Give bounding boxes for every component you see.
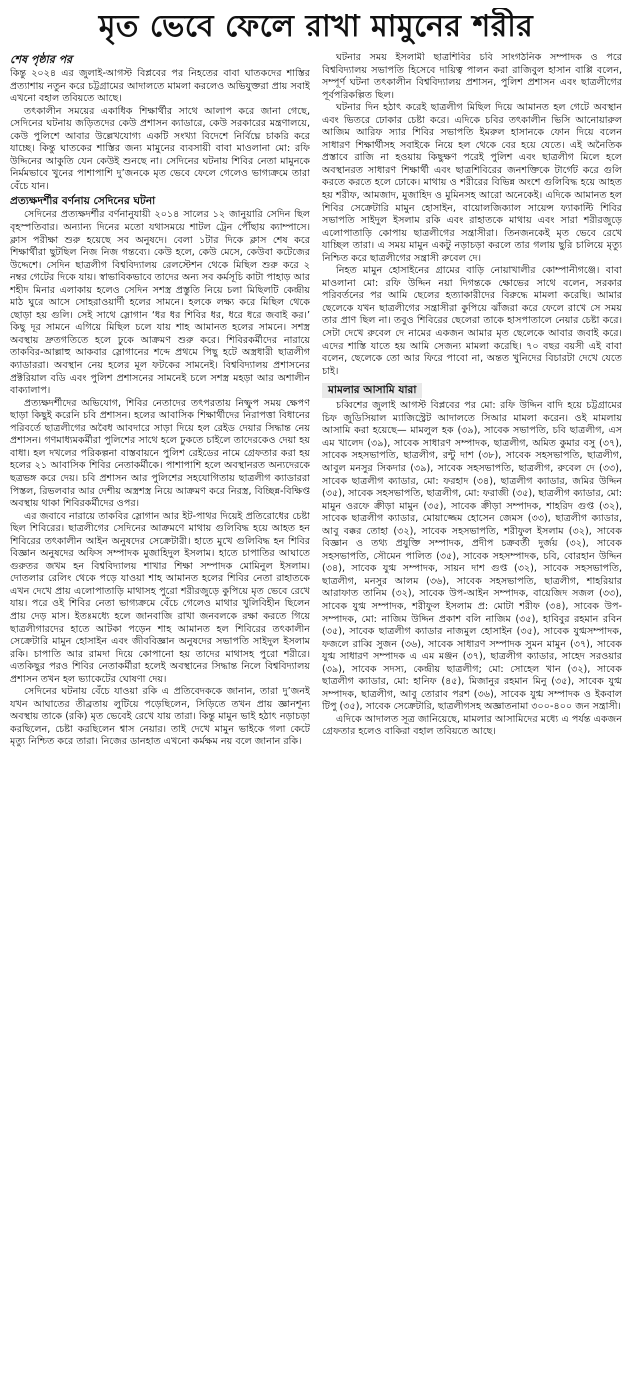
article-body bbox=[10, 52, 622, 1362]
paragraph: সেদিনের প্রত্যক্ষদর্শীর বর্ণনানুযায়ী ২০১৪ সালের ১২ জানুয়ারি সেদিন ছিল বৃহস্পতিবার। অন্যান্য দিনের মতো যথাসময়ে শাটল ট্রেন পৌঁছায় ক্যাম্পাসে। ক্লাস পরীক্ষা শুরু হয়েছে সব অনুষদে। বেলা ১টার দিকে ক্লাস শেষ করে শিক্ষার্থীরা ছুটছিল নিজ নিজ গন্তব্যে। কেউ হলে, কেউ মেসে, কেউবা কটেজের উদ্দেশে। সেদিন ছাত্রলীগ বিশ্ববিদ্যালয় রেলস্টেশন থেকে মিছিল শুরু করে ২ নম্বর গেটের দিকে যায়। স্বাভাবিকভাবে তাদের অন্য সব কর্মসূচি কাটা পাহাড় আর শহীদ মিনার এলাকায় হলেও সেদিন সশস্ত্র প্রস্তুতি নিয়ে চলা মিছিলটি কেন্দ্রীয় মাঠ ঘুরে আসে সোহরাওয়ার্দী হলের সামনে। হলকে লক্ষ্য করে মিছিল থেকে ছোড়া হয় গুলি। সেই সাথে স্লোগান ‘ধর ধর শিবির ধর, ধরে ধরে জবাই কর।’ কিছু দূর সামনে এগিয়ে মিছিল চলে যায় শাহ আমানত হলের সামনে। সশস্ত্র অবস্থায় দ্রুতগতিতে হলে ঢুকে আক্রমণ শুরু করে। শিবিরকর্মীদের নারায়ে তাকবির-আল্লাহু আকবার স্লোগানের শব্দে প্রথমে পিছু হটে অস্ত্রধারী ছাত্রলীগ ক্যাডাররা। অবস্থান নেয় হলের মূল ফটকের সামনেই। বিশ্ববিদ্যালয় প্রশাসনের প্রক্টরিয়াল বডি এবং পুলিশ প্রশাসনের সামনেই চলে সশস্ত্র মহড়া আর অশালীন বাক্যালাপ। bbox=[10, 209, 310, 397]
paragraph: চব্বিশের জুলাই আগস্ট বিপ্লবের পর মো: রফি উদ্দিন বাদি হয়ে চট্টগ্রামের চিফ জুডিসিয়াল ম্যাজিস্ট্রেট আদালতে সিআর মামলা করেন। ওই মামলায় আসামি করা হয়েছে— মামলুল হক (৩৯), সাবেক সভাপতি, চবি ছাত্রলীগ, এস এম খালেদ (৩৯), সাবেক সাধারণ সম্পাদক, ছাত্রলীগ, অমিত কুমার বসু (৩৭), সাবেক সহসভাপতি, ছাত্রলীগ, রন্টু দাশ (৩৮), সাবেক সহসভাপতি, ছাত্রলীগ, আবুল মনসুর সিকদার (৩৯), সাবেক সহসভাপতি, ছাত্রলীগ, রুবেল দে (৩৩), সাবেক ছাত্রলীগ ক্যাডার, মো: ফরহাদ (৩৪), ছাত্রলীগ ক্যাডার, জমির উদ্দিন (৩৫), সাবেক সহসভাপতি, ছাত্রলীগ, মো: ফরাজী (৩৫), ছাত্রলীগ ক্যাডার, মো: মামুন ওরফে ক্রীড়া মামুন (৩৫), সাবেক ক্রীড়া সম্পাদক, শাহরিদ গুপ্ত (৩২), সাবেক ছাত্রলীগ ক্যাডার, মোয়াজ্জেম হোসেন জেমস (৩৩), ছাত্রলীগ ক্যাডার, আবু বক্কর তোহা (৩২), সাবেক সহসভাপতি, শরীফুল ইসলাম (৩২), সাবেক বিজ্ঞান ও তথ্য প্রযুক্তি সম্পাদক, প্রদীপ চক্রবর্তী দুর্জয় (৩২), সাবেক সহসভাপতি, সৌমেন পালিত (৩৫), সাবেক সহসম্পাদক, চবি, বোরহান উদ্দিন (৩৪), সাবেক যুগ্ম সম্পাদক, সায়ন দাশ গুপ্ত (৩২), সাবেক সহসভাপতি, ছাত্রলীগ, মনসুর আলম (৩৬), সাবেক সহসভাপতি, ছাত্রলীগ, শাহরিয়ার আরাফাত তানিম (৩২), সাবেক উপ-আইন সম্পাদক, বায়েজিদ সজল (৩৩), সাবেক যুগ্ম সম্পাদক, শরীফুল ইসলাম প্র: মোটা শরীফ (৩৪), সাবেক উপ-সম্পাদক, মো: নাজিম উদ্দিন প্রকাশ বলি নাজিম (৩৫), হাবিবুর রহমান রবিন (৩৫), সাবেক ছাত্রলীগ ক্যাডার নাজমুল হোসাইন (৩৫), সাবেক যুগ্মসম্পাদক, ফজলে রাব্বি সুজন (৩৬), সাবেক সাধারণ সম্পাদক সুমন মামুন (৩৭), সাবেক যুগ্ম সাধারণ সম্পাদক এ এম মঞ্জন (৩৭), ছাত্রলীগ ক্যাডার, সাহেদ সরওয়ার (৩৯), সাবেক সদস্য, কেন্দ্রীয় ছাত্রলীগ; মো: সোহেল খান (৩২), সাবেক ছাত্রলীগ ক্যাডার, মো: হানিফ (৪৫), মিজানুর রহমান মিনু (৩৫), সাবেক যুগ্ম সম্পাদক, ছাত্রলীগ, আবু তোরাব পরশ (৩৬), সাবেক যুগ্ম সম্পাদক ও ইকবাল টিপু (৩৫), সাবেক সেক্রেটারি, ছাত্রলীগসহ অজ্ঞাতনামা ৩০০-৪০০ জন সন্ত্রাসী। bbox=[322, 400, 622, 713]
paragraph: ঘটনার দিন হঠাৎ করেই ছাত্রলীগ মিছিল দিয়ে আমানত হল গেটে অবস্থান এবং ভিতরে ঢোকার চেষ্টা করে। এদিকে চবির তৎকালীন ভিসি আনোয়ারুল আজিম আরিফ স্যার শিবির সভাপতি ইমরুল হাসানকে ফোন দিয়ে বলেন সাধারণ শিক্ষার্থীসহ সবাইকে নিয়ে হল থেকে বের হয়ে যেতে। এই অনৈতিক প্রস্তাবে রাজি না হওয়ায় কিছুক্ষণ পরেই পুলিশ এবং ছাত্রলীগ মিলে হলে অবস্থানরত সাধারণ শিক্ষার্থী এবং ছাত্রশিবিরের জনশক্তিকে টার্গেট করে গুলি করতে করতে হলে ঢোকে। মাথায় ও শরীরের বিভিন্ন অংশে গুলিবিদ্ধ হয়ে আহত হয় শরীফ, আমজাদ, মুজাহিদ ও মুমিনসহ আরো অনেকেই। এদিকে আমানত হল শিবির সেক্রেটারি মামুন হোসাইন, বায়োলজিক্যাল সায়েন্স ফ্যাকাল্টি শিবির সভাপতি সাইদুল ইসলাম রকি এবং রাহাতকে মাথায় এবং সারা শরীরজুড়ে এলোপাতাড়ি কোপায় ছাত্রলীগের সন্ত্রাসীরা। তিনজনকেই মৃত ভেবে রেখে যাচ্ছিল তারা। এ সময় মামুন একটু নড়াচড়া করলে তার গলায় ছুরি চালিয়ে মৃত্যু নিশ্চিত করে ছাত্রলীগের সন্ত্রাসী রুবেল দে। bbox=[322, 102, 622, 264]
paragraph: প্রত্যক্ষদর্শীদের অভিযোগ, শিবির নেতাদের তৎপরতায় নিষ্ফুপ সময় ক্ষেপণ ছাড়া কিছুই করেনি চবি প্রশাসন। হলের আবাসিক শিক্ষার্থীদের নিরাপত্তা বিধানের পরিবর্তে ছাত্রলীগের অবৈধ আবদারে সাড়া দিয়ে হল রেইড দেয়ার সিদ্ধান্ত নেয় প্রশাসন। গণমাধ্যমকর্মীরা পুলিশের সাথে হলে ঢুকতে চাইলে তাদেরকেও দেয়া হয় বাধা। হল দখলের পরিকল্পনা বাস্তবায়নে পুলিশ রেইডের নামে গ্রেফতার করা হয় হলের ২১ আবাসিক শিবির নেতাকর্মীকে। পাশাপাশি হলে অবস্থানরত অন্যদেরকে ছত্রভঙ্গ করে দেয়। চবি প্রশাসন আর পুলিশের সহযোগিতায় ছাত্রলীগ ক্যাডাররা পিস্তল, রিভলবার আর দেশীয় অস্ত্রশস্ত্র নিয়ে আক্রমণ করে নিরস্ত্র, বিচ্ছিন্ন-বিক্ষিপ্ত অবস্থায় থাকা শিবিরকর্মীদের ওপর। bbox=[10, 397, 310, 510]
paragraph: এর জবাবে নারায়ে তাকবির স্লোগান আর ইট-পাথর দিয়েই প্রতিরোধের চেষ্টা ছিল শিবিরের। ছাত্রলীগের সেদিনের আক্রমণে মাথায় গুলিবিদ্ধ হয়ে আহত হন শিবিরের তৎকালীন আইন অনুষদের সেক্রেটারী। হাতে মুখে গুলিবিদ্ধ হন শিবির বিজ্ঞান অনুষদের অফিস সম্পাদক মুজাহিদুল ইসলাম। হাতে চাপাতির আঘাতে গুরুতর জখম হন বিশ্ববিদ্যালয় শাখার শিক্ষা সম্পাদক মোমিনুল ইসলাম। দোতলার রেলিং থেকে পড়ে যাওয়া শাহ আমানত হলের শিবির নেতা রাহাতকে এখন দেখে প্রায় এলোপাতাড়ি মাথাসহ পুরো শরীরজুড়ে কুপিয়ে মৃত ভেবে রেখে যায়। পরে ওই শিবির নেতা ভাগ্যক্রমে বেঁচে গেলেও মাথার খুলিবিহীন ছিলেন প্রায় দেড় মাস। ইতঃমধ্যে হলে জানবাজি রাখা জনবলকে রক্ষা করতে গিয়ে ছাত্রলীগারদের হাতে আটকা পড়েন শাহ আমানত হল শিবিরের তৎকালীন সেক্রেটারি মামুন হোসাইন এবং জীববিজ্ঞান অনুষদের সভাপতি সাইদুল ইসলাম রকি। চাপাতি আর রামদা দিয়ে কোপানো হয় তাদের মাথাসহ পুরো শরীরে। এতকিছুর পরও শিবির নেতাকর্মীরা হলেই অবস্থানের সিদ্ধান্ত নিলে বিশ্ববিদ্যালয় প্রশাসন তখন হল ভ্যাকেটের ঘোষণা দেয়। bbox=[10, 510, 310, 685]
right-column bbox=[322, 52, 622, 1362]
paragraph: সেদিনের ঘটনায় বেঁচে যাওয়া রকি এ প্রতিবেদককে জানান, তারা দু’জনই যখন আঘাতের তীব্রতায় লুটিয়ে পড়েছিলেন, সিড়িতে তখন প্রায় জ্ঞানশূন্য অবস্থায় তাকে (রকি) মৃত ভেবেই রেখে যায় তারা। কিন্তু মামুন ভাই হঠাৎ নড়াচড়া করছিলেন, চেষ্টা করছিলেন শ্বাস নেয়ার। তাই দেখে মামুন ভাইকে গলা কেটে মৃত্যু নিশ্চিত করে তারা। নিজের ডানহাত এখনো কর্মক্ষম নয় বলে জানান রকি। bbox=[10, 686, 310, 748]
paragraph: তৎকালীন সময়ের একাধিক শিক্ষার্থীর সাথে আলাপ করে জানা গেছে, সেদিনের ঘটনায় জড়িতদের কেউ প্রশাসন ক্যাডারে, কেউ সরকারের মন্ত্রণালয়ে, কেউ পুলিশে আবার উল্লেখযোগ্য একটি সংখ্যা বিদেশে নির্বিঘ্নে চাকরি করে যাচ্ছে। কিন্তু ঘাতকের শাস্তির জন্য মামুনের ব্যবসায়ী বাবা মাওলানা মো: রফি উদ্দিনের আকুতি যেন কেউই শুনছে না। সেদিনের ঘটনায় শিবির নেতা মামুনকে নির্মমভাবে খুনের পাশাপাশি দু’জনকে মৃত ভেবে ফেলে গেলেও ভাগ্যক্রমে তারা বেঁচে যান। bbox=[10, 105, 310, 192]
subheading-eyewitness: প্রত্যক্ষদর্শীর বর্ণনায় সেদিনের ঘটনা bbox=[10, 195, 156, 208]
paragraph: নিহত মামুন হোসাইনের গ্রামের বাড়ি নোয়াখালীর কোম্পানীগঞ্জে। বাবা মাওলানা মো: রফি উদ্দিন নয়া দিগন্তকে ক্ষোভের সাথে বলেন, সরকার পরিবর্তনের পর আমি ছেলের হত্যাকারীদের বিরুদ্ধে মামলা করেছি। আমার ছেলেকে যখন ছাত্রলীগের সন্ত্রাসীরা কুপিয়ে ঝাঁজরা করে ফেলে রাখে সে সময় তার প্রাণ ছিল না। তবুও শিবিরের ছেলেরা তাকে হাসপাতালে নেয়ার চেষ্টা করে। সেটা দেখে রুবেল দে নামের একজন আমার মৃত ছেলেকে আবার জবাই করে। এদের শাস্তি যাতে হয় আমি সেজন্য মামলা করেছি। ৭০ বছর বয়সী এই বাবা বলেন, ছেলেকে তো আর ফিরে পাবো না, অন্তত খুনিদের বিচারটা দেখে যেতে চাই। bbox=[322, 265, 622, 377]
headline: মৃত ভেবে ফেলে রাখা মামুনের শরীর bbox=[98, 9, 534, 44]
paragraph: কিন্তু ২০২৪ এর জুলাই-আগস্ট বিপ্লবের পর নিহতের বাবা ঘাতকদের শাস্তির প্রত্যাশায় নতুন করে চট্টগ্রামের আদালতে মামলা করলেও অভিযুক্তরা প্রায় সবাই এখনো বহাল তবিয়তে আছে। bbox=[10, 68, 310, 105]
subheading-accused: মামলার আসামি যারা bbox=[322, 383, 422, 398]
left-column bbox=[10, 52, 310, 1362]
continued-label: শেষ পৃষ্ঠার পর bbox=[10, 53, 73, 66]
paragraph: ঘটনার সময় ইসলামী ছাত্রশিবির চবি সাংগঠনিক সম্পাদক ও পরে বিশ্ববিদ্যালয় সভাপতি হিসেবে দায়িত্ব পালন করা রাজিবুল হাসান বাপ্পি বলেন, সম্পূর্ণ ঘটনা তৎকালীন বিশ্ববিদ্যালয় প্রশাসন, পুলিশ প্রশাসন এবং ছাত্রলীগের পূর্বপরিকল্পিত ছিল। bbox=[322, 52, 622, 101]
paragraph: এদিকে আদালত সূত্র জানিয়েছে, মামলার আসামিদের মধ্যে এ পর্যন্ত একজন গ্রেফতার হলেও বাকিরা বহাল তবিয়তে আছে। bbox=[322, 713, 622, 738]
